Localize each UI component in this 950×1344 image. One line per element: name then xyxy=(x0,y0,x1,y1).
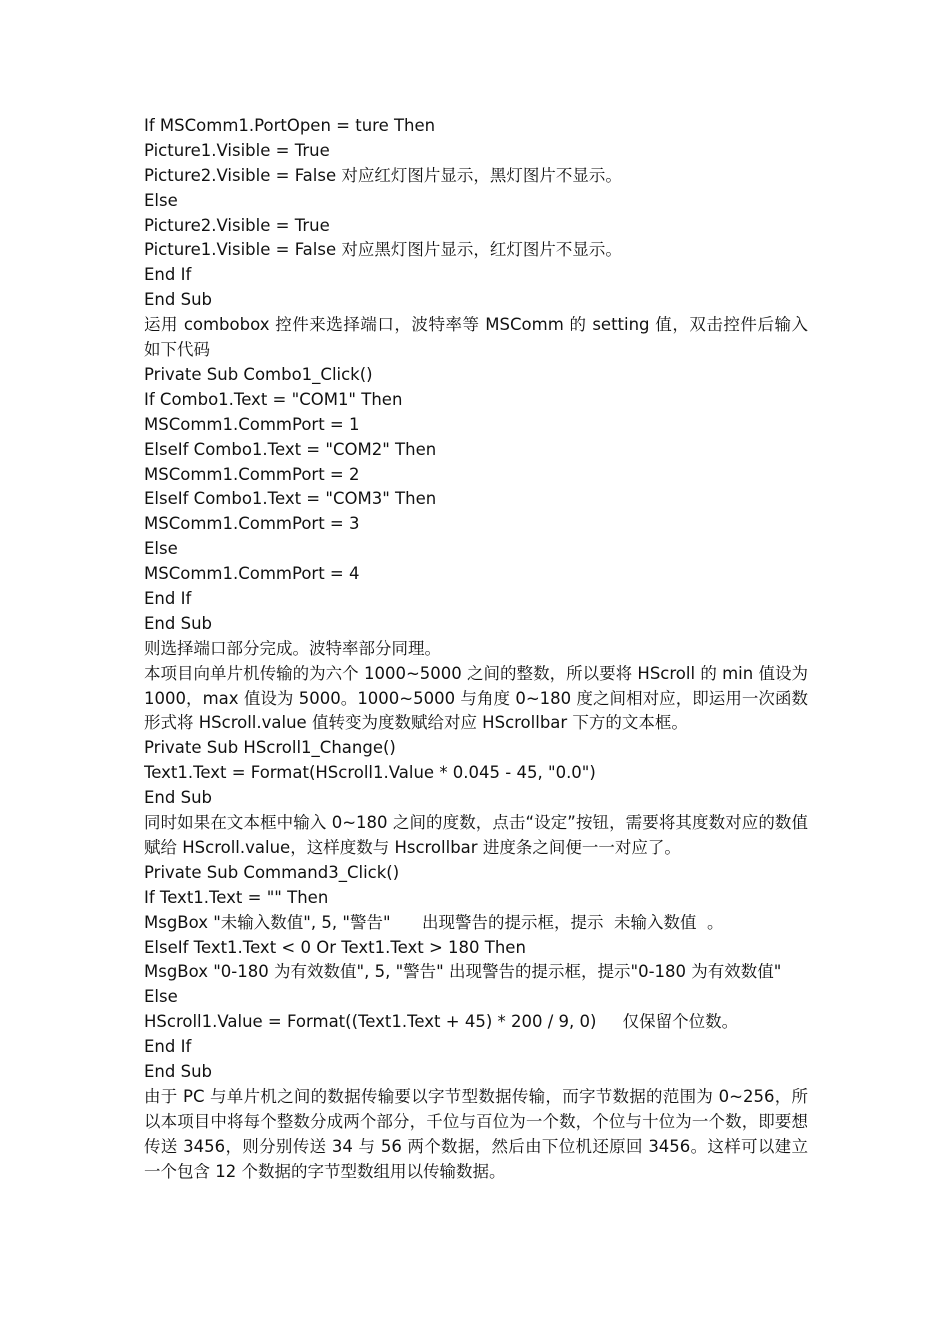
paragraph: 同时如果在文本框中输入 0~180 之间的度数，点击“设定”按钮，需要将其度数对应的数值赋给 HScroll.value，这样度数与 Hscrollbar 进度条之间便一一对应了。 xyxy=(144,813,808,857)
code-line: MSComm1.CommPort = 3 xyxy=(144,514,360,534)
code-line: MSComm1.CommPort = 4 xyxy=(144,564,360,584)
paragraph: 则选择端口部分完成。波特率部分同理。 xyxy=(144,638,441,658)
paragraph: 由于 PC 与单片机之间的数据传输要以字节型数据传输，而字节数据的范围为 0~256，所以本项目中将每个整数分成两个部分，千位与百位为一个数，个位与十位为一个数，即要想传送 3456，则分别传送 34 与 56 两个数据，然后由下位机还原回 3456。这样可以建立一个包含 12 个数据的字节型数组用以传输数据。 xyxy=(144,1086,808,1181)
code-line: End If xyxy=(144,588,192,608)
code-line: Private Sub Combo1_Click() xyxy=(144,364,373,384)
code-line: Picture1.Visible = True xyxy=(144,140,330,160)
code-line: End If xyxy=(144,265,192,285)
code-line: HScroll1.Value = Format((Text1.Text + 45) * 200 / 9, 0) 仅保留个位数。 xyxy=(144,1012,739,1032)
code-line: If Text1.Text = "" Then xyxy=(144,887,329,907)
code-line: Picture2.Visible = True xyxy=(144,215,330,235)
code-line: Else xyxy=(144,190,178,210)
code-line: Else xyxy=(144,987,178,1007)
code-line: If MSComm1.PortOpen = ture Then xyxy=(144,116,436,135)
code-line: End Sub xyxy=(144,788,213,808)
code-line: End Sub xyxy=(144,1061,213,1081)
paragraph: 本项目向单片机传输的为六个 1000~5000 之间的整数，所以要将 HScroll 的 min 值设为 1000，max 值设为 5000。1000~5000 与角度 0~180 度之间相对应，即运用一次函数形式将 HScroll.value 值转变为度数赋给对应 HScrollbar 下方的文本框。 xyxy=(144,663,808,733)
code-line: End Sub xyxy=(144,290,213,310)
document-body xyxy=(144,114,808,1185)
code-line: Picture1.Visible = False 对应黑灯图片显示，红灯图片不显示。 xyxy=(144,240,622,260)
code-line: End Sub xyxy=(144,613,213,633)
code-line: Private Sub Command3_Click() xyxy=(144,862,400,882)
code-line: ElseIf Text1.Text < 0 Or Text1.Text > 180 Then xyxy=(144,937,526,957)
code-line: End If xyxy=(144,1037,192,1057)
code-line: If Combo1.Text = "COM1" Then xyxy=(144,389,403,409)
paragraph: MsgBox "0-180 为有效数值", 5, "警告" 出现警告的提示框，提示"0-180 为有效数值" xyxy=(144,962,782,982)
code-line: Private Sub HScroll1_Change() xyxy=(144,738,396,758)
code-line: MSComm1.CommPort = 2 xyxy=(144,464,360,484)
code-line: ElseIf Combo1.Text = "COM2" Then xyxy=(144,439,437,459)
code-line: MsgBox "未输入数值", 5, "警告" 出现警告的提示框，提示 未输入数值 。 xyxy=(144,912,724,932)
code-line: MSComm1.CommPort = 1 xyxy=(144,414,360,434)
code-line: Text1.Text = Format(HScroll1.Value * 0.045 - 45, "0.0") xyxy=(144,763,596,783)
code-line: Picture2.Visible = False 对应红灯图片显示，黑灯图片不显示。 xyxy=(144,165,622,185)
paragraph: 运用 combobox 控件来选择端口，波特率等 MSComm 的 setting 值，双击控件后输入如下代码 xyxy=(144,315,808,360)
code-line: Else xyxy=(144,539,178,559)
code-line: ElseIf Combo1.Text = "COM3" Then xyxy=(144,489,437,509)
